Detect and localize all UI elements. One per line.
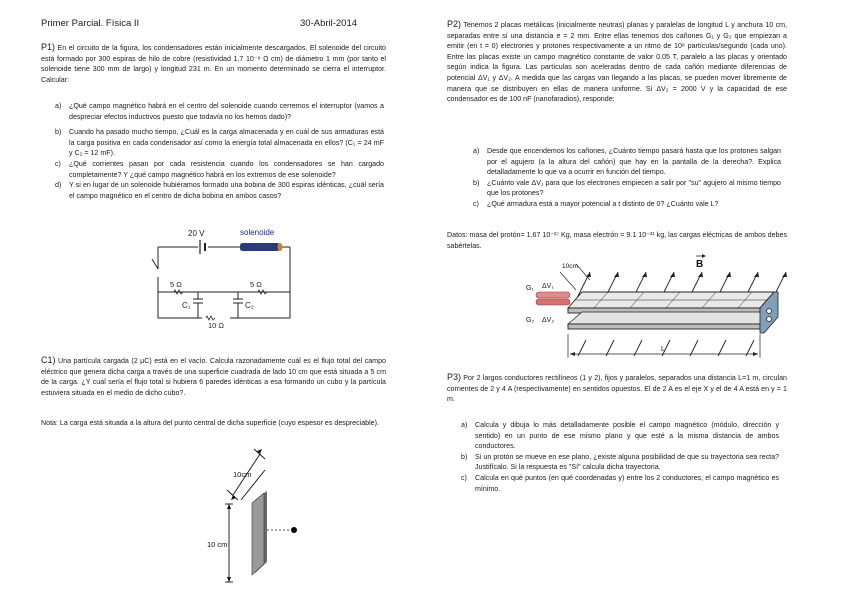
question-text: Calcula en qué puntos (en qué coordenadas y) entre los 2 conductores, el campo magnético es mínimo. <box>475 473 779 493</box>
side-length-left-label: 10 cm <box>207 540 228 549</box>
field-b-label: B <box>696 259 704 270</box>
resistor-3-label: 10 Ω <box>208 321 225 330</box>
question-p3-c <box>461 473 779 494</box>
problem-1-label: P1) <box>41 42 56 52</box>
question-label: b) <box>473 178 480 187</box>
plate-width-label: 10cm <box>562 263 578 270</box>
resistor-1-label: 5 Ω <box>170 280 182 289</box>
problem-c1-label: C1) <box>41 355 56 365</box>
parallel-plates-figure <box>520 250 800 362</box>
screen-hole-1 <box>767 309 772 314</box>
exam-title: Primer Parcial. Física II <box>41 18 140 29</box>
question-text: ¿Qué campo magnético habrá en el centro del solenoide cuando cerremos el interruptor (vamos a despreciar efectos inductivos puesto que todavía no los hemos dado)? <box>69 102 384 121</box>
problem-3-questions <box>461 420 779 494</box>
question-p3-b <box>461 452 779 473</box>
solenoid-coil <box>240 243 280 251</box>
question-p1-c <box>55 159 384 180</box>
problem-1-intro: En el circuito de la figura, los condensadores están inicialmente descargados. El solenoide del circuito está formado por 300 espiras de hilo de cobre (resistividad 1.7 10⁻⁸ Ω cm) de diámetro 1 mm (por tanto el solenoide tiene 300 mm de largo) y longitud 231 m. En un momento determinado se cierra el interruptor. Calcular: <box>41 44 386 84</box>
cannon-g1 <box>536 292 570 298</box>
problem-3-statement <box>447 372 787 405</box>
capacitor-2-label: C₂ <box>245 301 254 310</box>
question-p2-a <box>473 146 781 178</box>
question-label: b) <box>461 452 468 461</box>
cannon-g1-lower <box>536 299 570 305</box>
question-label: c) <box>461 473 467 482</box>
problem-c1-text: Una partícula cargada (2 μC) está en el vacío. Calcula razonadamente cuál es el flujo total del campo eléctrico que genera dicha carga a través de una superficie cuadrada de lado 10 cm que está situada a 5 cm de la carga. ¿Y cuál sería el flujo total si hubiera 6 paredes idénticas a esa formando un cubo y la partícula estuviera situada en el medio de dicho cubo?. <box>41 357 386 397</box>
question-label: a) <box>461 421 468 429</box>
question-p2-b <box>473 178 781 199</box>
question-label: a) <box>55 102 62 110</box>
length-l-label: L <box>661 346 665 353</box>
problem-c1-note: Nota: La carga está situada a la altura del punto central de dicha superficie (cuyo espesor es despreciable). <box>41 419 379 427</box>
problem-1-statement <box>41 42 386 85</box>
potential-dv2-label: ΔV₂ <box>542 317 555 324</box>
potential-dv1-label: ΔV₁ <box>542 283 554 290</box>
question-text: ¿Cuánto vale ΔV₁ para que los electrones empiecen a salir por "su" agujero al mismo tiempo que los protones? <box>487 178 781 198</box>
question-text: ¿Qué corrientes pasan por cada resistencia cuando los condensadores se han cargado completamente? Y ¿qué campo magnético habrá en los extremos de ese solenoide? <box>69 159 384 179</box>
problem-1-questions <box>55 101 384 201</box>
point-charge <box>291 527 297 533</box>
cannon-g1-label: G₁ <box>526 285 534 292</box>
question-p2-c <box>473 199 781 210</box>
side-length-top-label: 10cm <box>233 470 252 479</box>
problem-2-data: Datos: masa del protón= 1.67 10⁻²⁷ Kg, masa electrón = 9.1 10⁻³¹ kg, las cargas eléctricas de ambos debes sabértelas. <box>447 231 787 250</box>
question-label: c) <box>473 199 479 208</box>
question-text: Desde que encendemos los cañones, ¿Cuánto tiempo pasará hasta que los protones salgan por el agujero (a la altura del cañón) que hay en la pantalla de la derecha?. Explica detalladamente lo que va a ocurrir en función del tiempo. <box>487 147 781 177</box>
question-text: Y si en lugar de un solenoide hubiéramos formado una bobina de 300 espiras idénticas, ¿cuál sería el campo magnético en el centro de dicha bobina en ambos casos? <box>69 181 384 200</box>
exam-date: 30-Abril-2014 <box>300 18 358 29</box>
square-surface-figure <box>205 446 315 586</box>
problem-3-intro: Por 2 largos conductores rectilíneos (1 y 2), fijos y paralelos, separados una distancia L=1 m, circulan corrientes de 2 y 4 A (respectivamente) en sentidos opuestos. El de 2 A es el eje X y el de 4 A está en y = 1 m. <box>447 374 787 404</box>
cannon-g2-label: G₂ <box>526 317 535 324</box>
question-p1-d <box>55 180 384 201</box>
question-text: Cuando ha pasado mucho tiempo, ¿Cuál es la carga almacenada y en cuál de sus armaduras está la carga positiva en cada condensador así como la energía total almacenada en ellos? (C₁ = 24 mF y C₂ = 12 mF). <box>69 128 384 158</box>
problem-2-label: P2) <box>447 19 462 29</box>
battery-label: 20 V <box>188 229 205 238</box>
solenoid-end <box>278 243 283 251</box>
problem-2-statement <box>447 19 787 105</box>
problem-2-questions <box>473 146 781 210</box>
question-text: ¿Qué armadura está a mayor potencial a t distinto de 0? ¿Cuánto vale L? <box>487 199 719 208</box>
resistor-2-label: 5 Ω <box>250 280 262 289</box>
circuit-diagram <box>140 222 300 332</box>
problem-2-intro: Tenemos 2 placas metálicas (inicialmente neutras) planas y paralelas de longitud L y anchura 10 cm, separadas entre sí una distancia e = 2 mm. Entre ellas tenemos dos cañones G₁ y G₂ que empiezan a emitir (en t = 0) electrones y protones respectivamente a un ritmo de 10⁸ partículas/segundo (cada uno). Entre las placas existe un campo magnético constante de valor 0.05 T, paralelo a las placas y orientado según indica la figura. Las partículas son aceleradas dentro de cada cañón mediante diferencias de potencial ΔV₁ y ΔV₂. A medida que las cargas van llegando a las placas, se pueden mover libremente de manera que se distribuyen en ellas de manera uniforme. Si ΔV₂ = 2000 V y la capacidad de ese condensador es de 100 nF (nanofaradios), responde: <box>447 21 788 104</box>
problem-c1-statement <box>41 355 386 398</box>
question-label: c) <box>55 159 61 168</box>
question-text: Si un protón se mueve en ese plano, ¿existe alguna posibilidad de que su trayectoria sea recta? Justifícalo. Si la respuesta es "Sí" calcula dicha trayectoria. <box>475 452 779 472</box>
question-p1-b <box>55 127 384 159</box>
question-p1-a <box>55 101 384 122</box>
solenoid-label: solenoide <box>240 228 275 237</box>
screen-hole-2 <box>767 317 772 322</box>
capacitor-1-label: C₁ <box>182 301 191 310</box>
question-label: a) <box>473 147 480 155</box>
question-label: d) <box>55 181 62 190</box>
question-label: b) <box>55 128 62 137</box>
problem-3-label: P3) <box>447 372 462 382</box>
question-text: Calcula y dibuja lo más detalladamente posible el campo magnético (módulo, dirección y sentido) en un punto de ese mismo plano y que esté a la misma distancia de ambos conductores. <box>475 421 779 451</box>
question-p3-a <box>461 420 779 452</box>
